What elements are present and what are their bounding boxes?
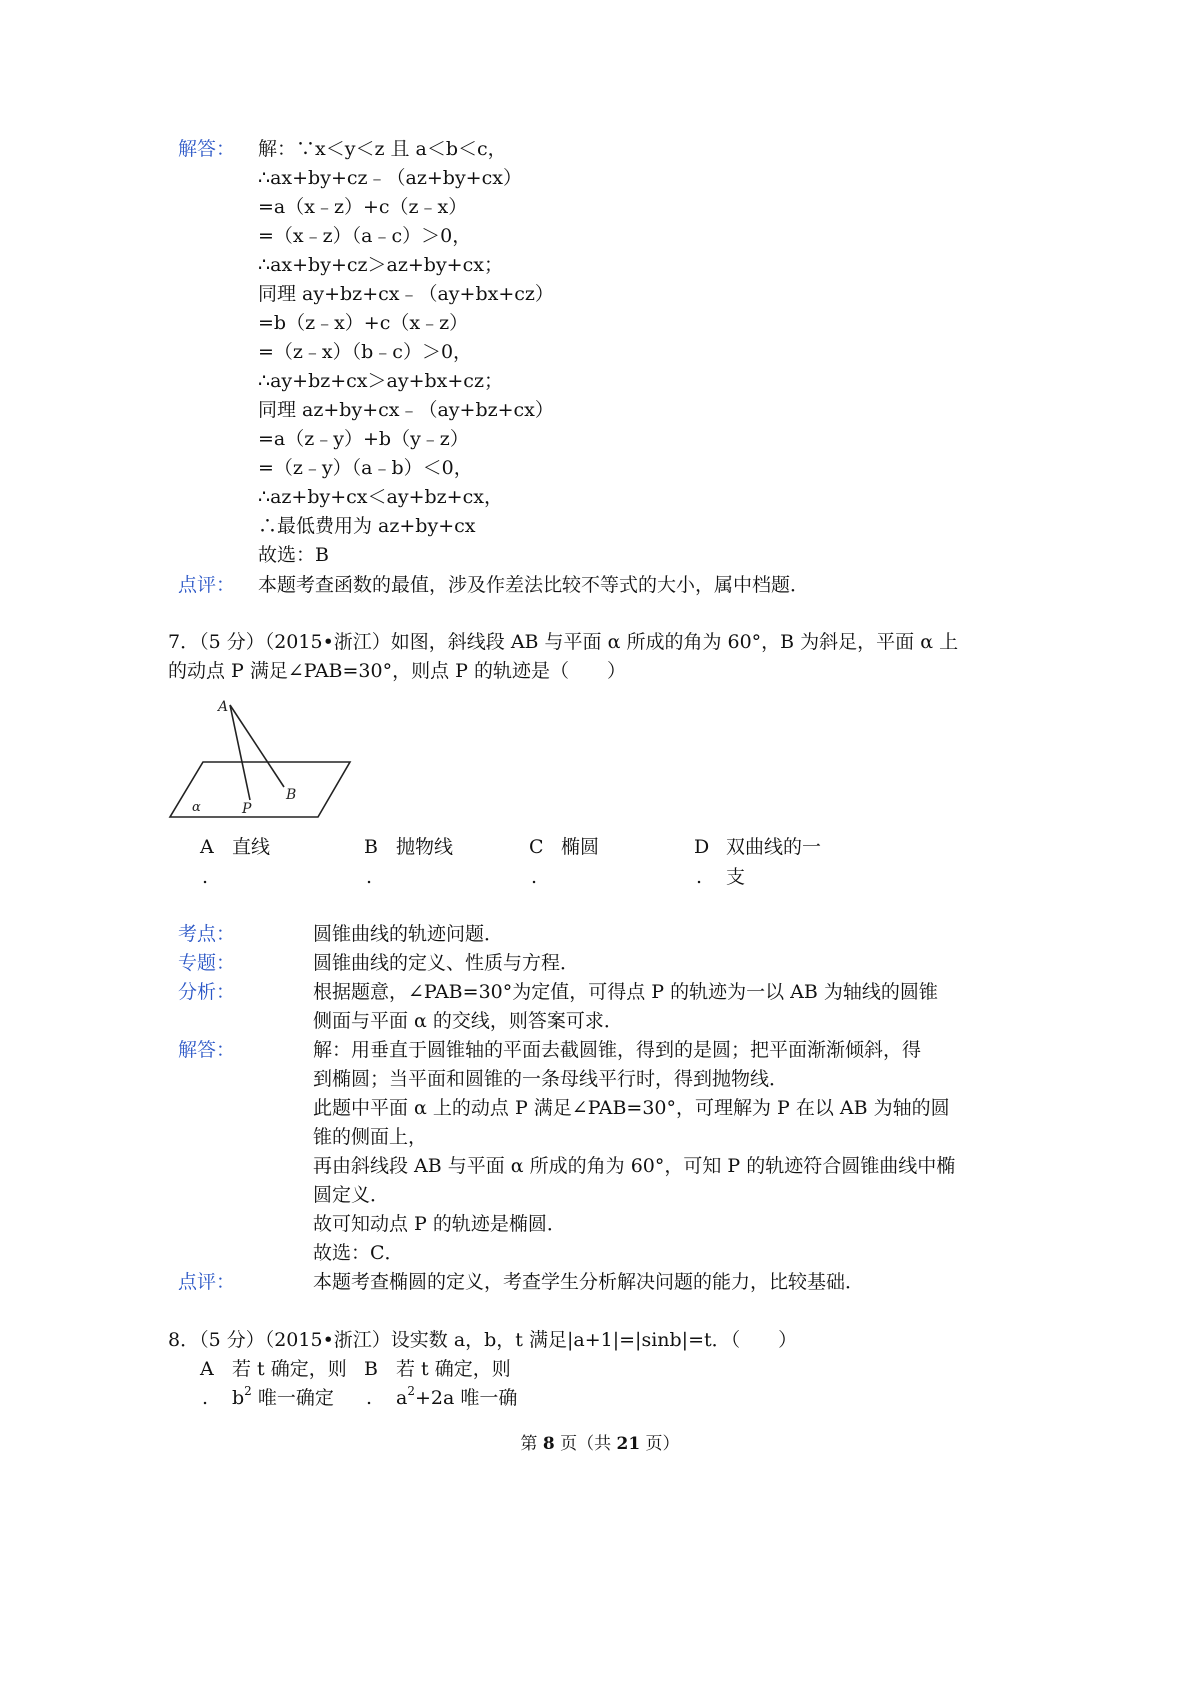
plane-alpha-label: α: [192, 800, 201, 815]
footer-page-number: 8: [542, 1434, 555, 1454]
option-text-cont: [396, 1384, 518, 1409]
option-letter: C: [529, 836, 544, 858]
answer-line: =（z﹣x）（b﹣c）＞0，: [258, 341, 473, 363]
jieda-line: 到椭圆；当平面和圆锥的一条母线平行时，得到抛物线．: [313, 1068, 789, 1090]
option-math-rest: 唯一确定: [251, 1387, 334, 1409]
answer-label: 解答：: [178, 138, 236, 160]
kaodian-label: 考点：: [178, 923, 236, 945]
jieda-line: 锥的侧面上，: [313, 1126, 428, 1148]
answer-line: ∴az+by+cx＜ay+bz+cx，: [258, 486, 503, 508]
option-letter: B: [364, 1358, 378, 1380]
answer-line: ∴最低费用为 az+by+cx: [258, 515, 476, 537]
option-text-cont: 支: [726, 866, 746, 888]
option-text-cont: [232, 1384, 334, 1409]
question-7-stem-line2: 的动点 P 满足∠PAB=30°，则点 P 的轨迹是（ ）: [168, 660, 626, 682]
jieda-line: 再由斜线段 AB 与平面 α 所成的角为 60°，可知 P 的轨迹符合圆锥曲线中椭: [313, 1155, 956, 1177]
option-math-base: b: [232, 1387, 245, 1409]
jieda-line: 故选：C．: [313, 1242, 404, 1264]
dianping-label: 点评：: [178, 1271, 236, 1293]
option-letter: A: [200, 836, 214, 858]
zhuanti-text: 圆锥曲线的定义、性质与方程．: [313, 952, 580, 974]
jieda-line: 解：用垂直于圆锥轴的平面去截圆锥，得到的是圆；把平面渐渐倾斜，得: [313, 1039, 922, 1061]
fenxi-label: 分析：: [178, 981, 236, 1003]
answer-line: 同理 ay+bz+cx﹣（ay+bx+cz）: [258, 283, 554, 305]
option-text: 双曲线的一: [726, 836, 822, 858]
oblique-line-figure: [168, 695, 358, 825]
option-dot: .: [202, 1387, 209, 1409]
footer-middle: 页（共: [554, 1434, 617, 1454]
point-b-label: B: [286, 787, 297, 803]
answer-line: =a（x﹣z）+c（z﹣x）: [258, 196, 468, 218]
option-math-sup: 2: [244, 1384, 252, 1398]
answer-line: ∴ax+by+cz＞az+by+cx；: [258, 254, 503, 276]
option-math-sup: 2: [407, 1384, 415, 1398]
footer-suffix: 页）: [640, 1434, 680, 1454]
answer-line: 解：∵x＜y＜z 且 a＜b＜c，: [258, 138, 507, 160]
fenxi-line: 根据题意，∠PAB=30°为定值，可得点 P 的轨迹为一以 AB 为轴线的圆锥: [313, 981, 938, 1003]
question-8-stem: 8．（5 分）（2015•浙江）设实数 a，b，t 满足|a+1|=|sinb|=t．（ ）: [168, 1329, 798, 1351]
answer-line: ∴ax+by+cz﹣（az+by+cx）: [258, 167, 522, 189]
option-dot: .: [366, 866, 373, 888]
jieda-line: 此题中平面 α 上的动点 P 满足∠PAB=30°，可理解为 P 在以 AB 为轴的圆: [313, 1097, 950, 1119]
option-letter: A: [200, 1358, 214, 1380]
option-dot: .: [202, 866, 209, 888]
question-7-stem-line1: 7．（5 分）（2015•浙江）如图，斜线段 AB 与平面 α 所成的角为 60°，B 为斜足，平面 α 上: [168, 631, 959, 653]
option-text: 直线: [232, 836, 271, 858]
option-text: 若 t 确定，则: [232, 1358, 347, 1380]
jieda-line: 圆定义．: [313, 1184, 390, 1206]
kaodian-text: 圆锥曲线的轨迹问题．: [313, 923, 504, 945]
option-text: 抛物线: [396, 836, 454, 858]
answer-line: =（x﹣z）（a﹣c）＞0，: [258, 225, 472, 247]
page-footer: [0, 1436, 1200, 1453]
point-p-label: P: [242, 801, 252, 817]
option-text: 椭圆: [561, 836, 600, 858]
answer-line: 同理 az+by+cx﹣（ay+bz+cx）: [258, 399, 554, 421]
option-math-rest: +2a 唯一确: [414, 1387, 518, 1409]
zhuanti-label: 专题：: [178, 952, 236, 974]
answer-line: =a（z﹣y）+b（y﹣z）: [258, 428, 469, 450]
answer-line: =（z﹣y）（a﹣b）＜0，: [258, 457, 473, 479]
option-letter: D: [694, 836, 710, 858]
option-text: 若 t 确定，则: [396, 1358, 511, 1380]
option-math-base: a: [396, 1387, 408, 1409]
option-dot: .: [366, 1387, 373, 1409]
footer-total-pages: 21: [616, 1434, 641, 1454]
jieda-label: 解答：: [178, 1039, 236, 1061]
dianping-text: 本题考查椭圆的定义，考查学生分析解决问题的能力，比较基础．: [313, 1271, 865, 1293]
option-dot: .: [531, 866, 538, 888]
option-letter: B: [364, 836, 378, 858]
footer-prefix: 第: [520, 1434, 543, 1454]
answer-line: =b（z﹣x）+c（x﹣z）: [258, 312, 469, 334]
answer-line: ∴ay+bz+cx＞ay+bx+cz；: [258, 370, 503, 392]
comment-label: 点评：: [178, 574, 236, 596]
jieda-line: 故可知动点 P 的轨迹是椭圆．: [313, 1213, 566, 1235]
comment-text: 本题考查函数的最值，涉及作差法比较不等式的大小，属中档题．: [258, 574, 810, 596]
answer-line: 故选：B: [258, 544, 329, 566]
fenxi-line: 侧面与平面 α 的交线，则答案可求．: [313, 1010, 623, 1032]
option-dot: .: [696, 866, 703, 888]
point-a-label: A: [218, 699, 229, 715]
